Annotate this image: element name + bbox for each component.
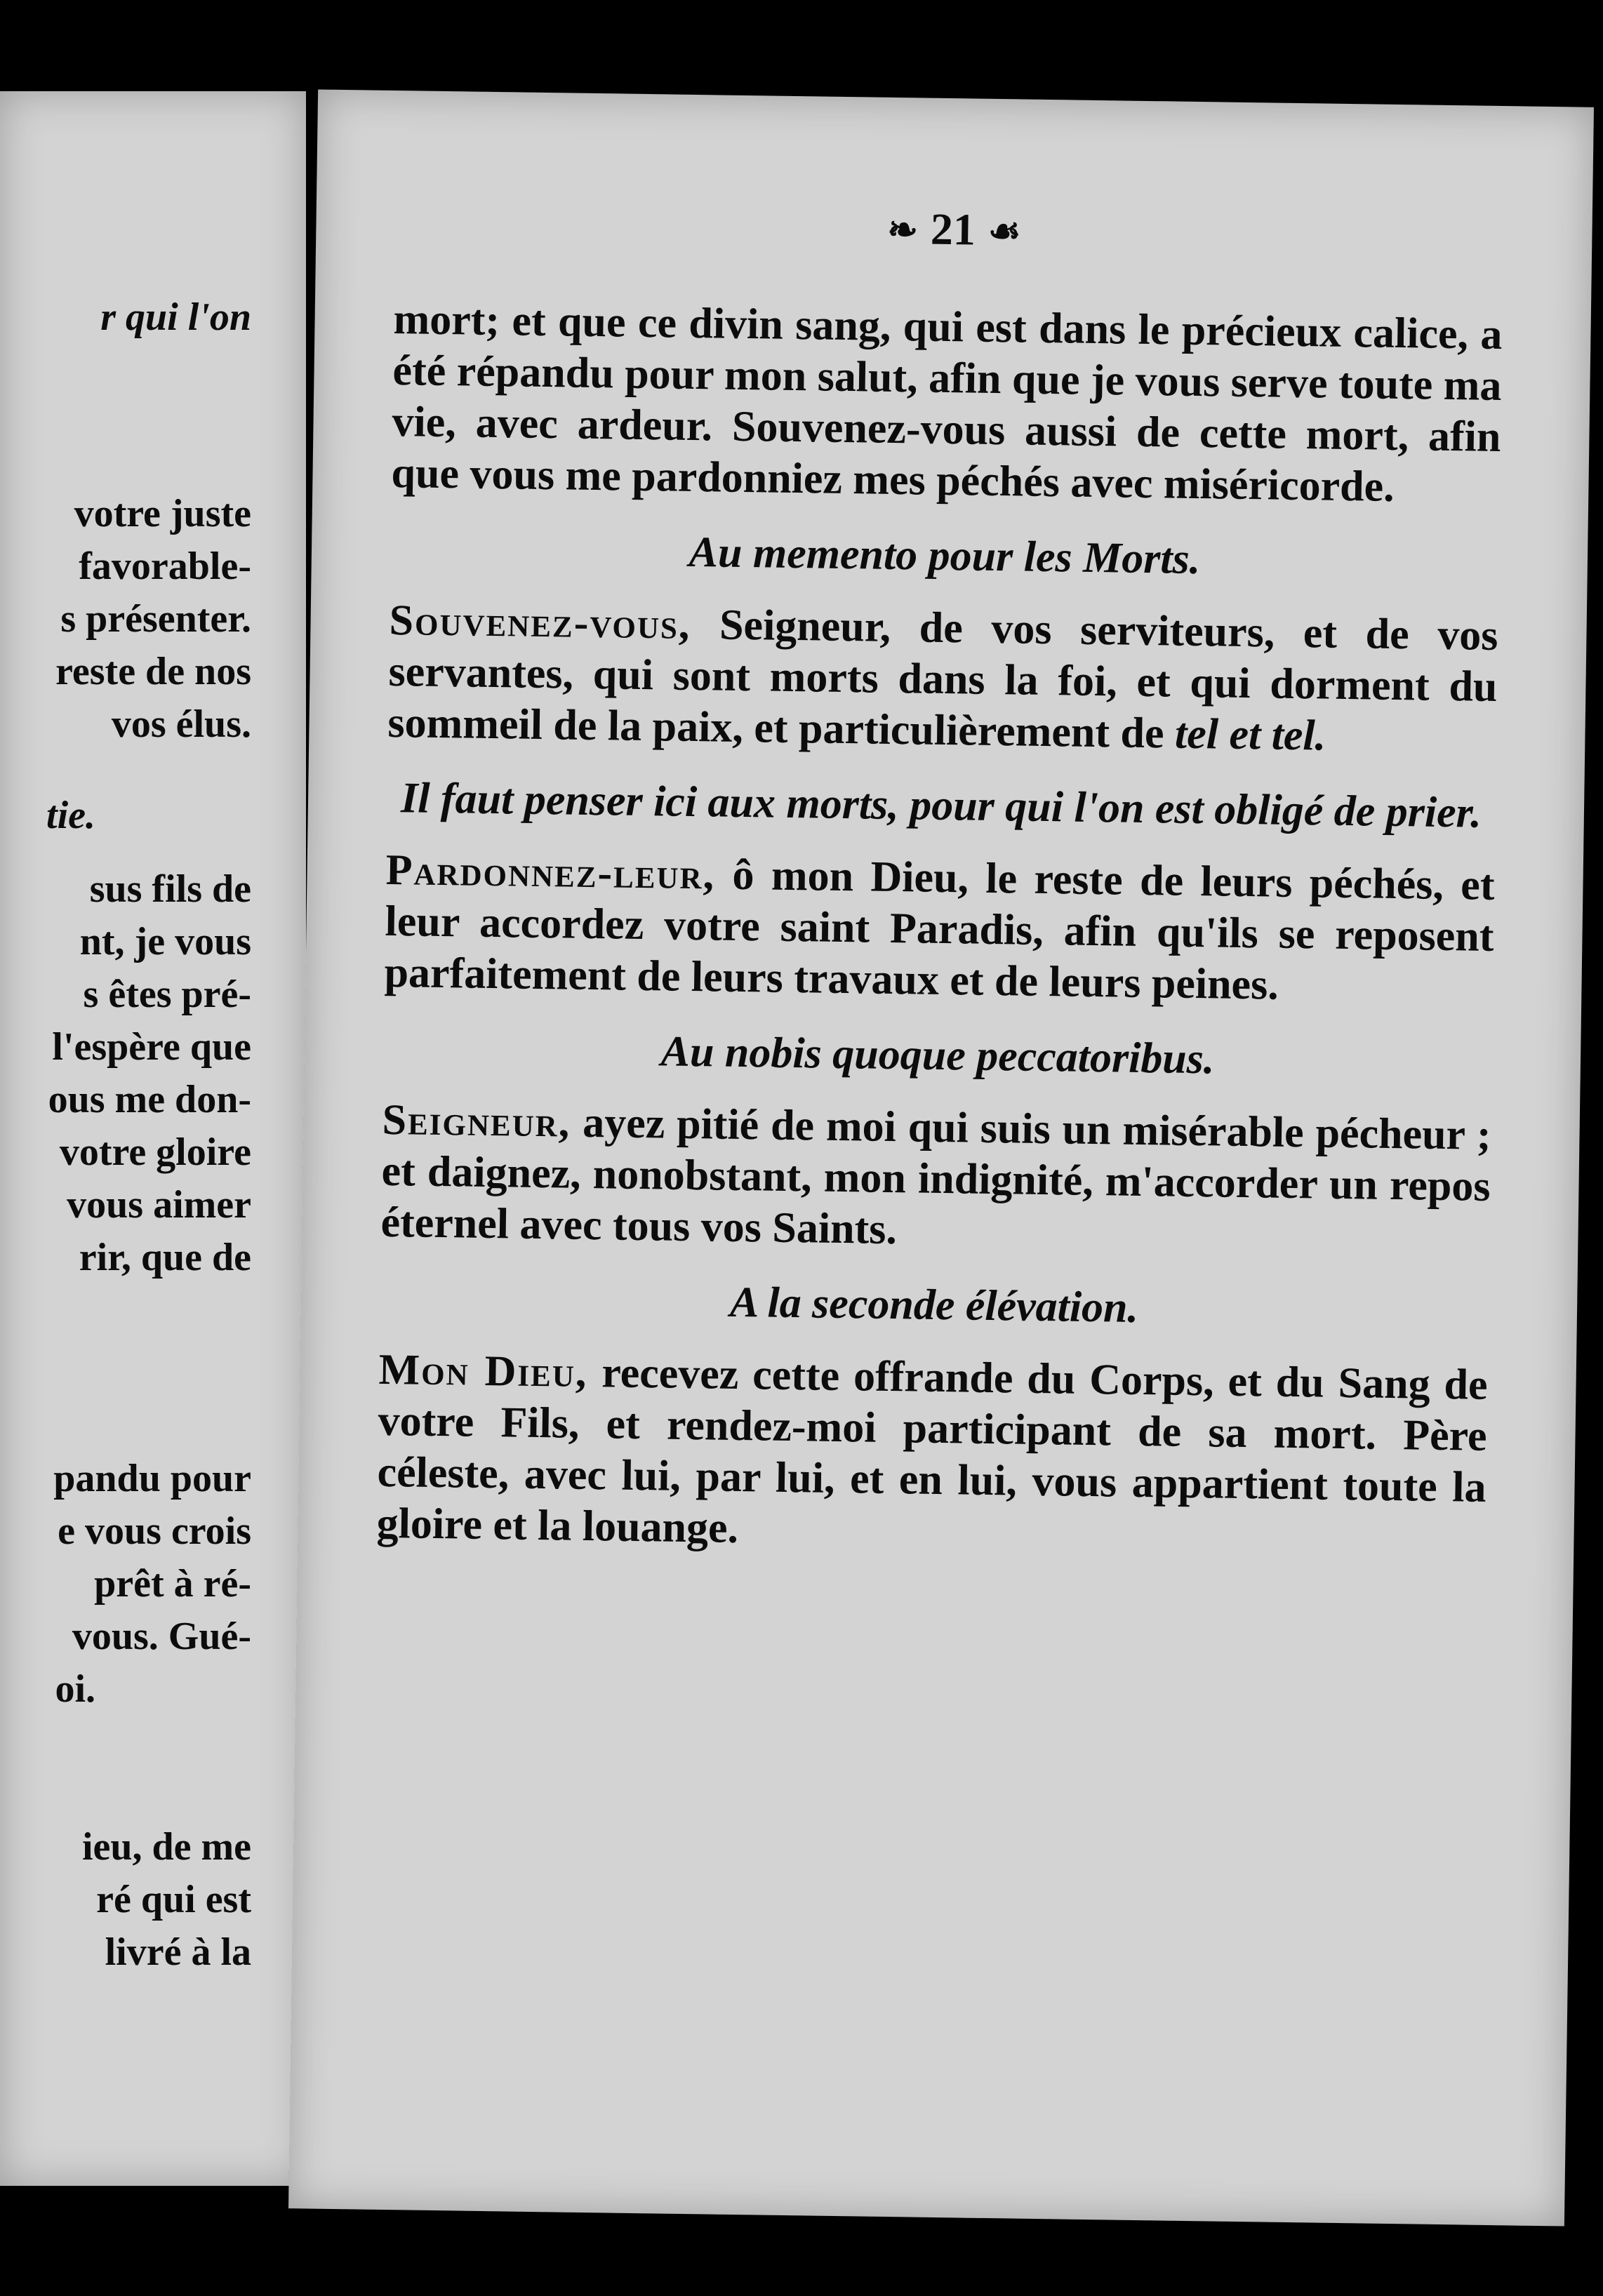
- left-line: reste de nos: [55, 650, 251, 693]
- left-line: s présenter.: [60, 597, 251, 641]
- paragraph-text: ô mon Dieu, le reste de leurs péchés, et leur accordez votre saint Paradis, afin qu'ils se reposent parfaitement de leurs travaux et de leurs peines.: [384, 850, 1495, 1009]
- left-line: vous. Gué-: [72, 1615, 251, 1658]
- paragraph: mort; et que ce divin sang, qui est dans le précieux calice, a été répandu pour mon salut, afin que je vous serve toute ma vie, avec ardeur. Souvenez-vous aussi de cette mort, afin que vous me pardonniez mes péchés avec miséricorde.: [391, 295, 1503, 511]
- page-number: 21: [930, 203, 976, 255]
- left-line: nt, je vous: [79, 920, 251, 963]
- left-line: livré à la: [105, 1930, 251, 1974]
- left-line: s êtes pré-: [83, 973, 251, 1016]
- left-line: tie.: [46, 794, 95, 837]
- left-line: e vous crois: [58, 1509, 251, 1553]
- paragraph: [387, 595, 1498, 764]
- section-heading: A la seconde élévation.: [729, 1278, 1139, 1332]
- paragraph-text: ayez pitié de moi qui suis un misérable pécheur ; et daignez, nonobstant, mon indignité, m'accorder un repos éternel avec tous vos Saints.: [380, 1098, 1491, 1254]
- ornament-right-icon: ☙: [987, 211, 1021, 253]
- left-line: r qui l'on: [100, 295, 251, 339]
- lead-word: Mon Dieu,: [378, 1345, 588, 1396]
- paragraph: [380, 1095, 1491, 1264]
- left-line: l'espère que: [52, 1025, 251, 1069]
- paragraph-text: Seigneur, de vos serviteurs, et de vos servantes, qui sont morts dans la foi, et qui dorment du sommeil de la paix, et particulièrement de: [387, 600, 1498, 758]
- left-line: ré qui est: [96, 1878, 251, 1921]
- section-heading: Au nobis quoque peccatoribus.: [660, 1027, 1215, 1083]
- left-line: vous aimer: [67, 1183, 251, 1227]
- paragraph-text: recevez cette offrande du Corps, et du Sang de votre Fils, et rendez-moi participant de sa mort. Père céleste, avec lui, par lui, et en lui, vous appartient toute la gloire et la louange.: [376, 1349, 1489, 1553]
- left-line: oi.: [55, 1667, 95, 1711]
- section-heading: Il faut penser ici aux morts, pour qui l'on est obligé de prier.: [400, 774, 1482, 837]
- paragraph: [384, 845, 1495, 1014]
- lead-word: Seigneur,: [382, 1095, 571, 1147]
- page-header: [316, 194, 1592, 264]
- left-line: votre juste: [74, 492, 251, 535]
- section-heading: Au memento pour les Morts.: [689, 528, 1201, 584]
- left-line: votre gloire: [59, 1130, 251, 1174]
- italic-text: tel et tel.: [1174, 709, 1326, 760]
- left-line: vos élus.: [111, 702, 251, 746]
- left-line: sus fils de: [89, 867, 251, 911]
- left-line: favorable-: [79, 545, 251, 588]
- lead-word: Pardonnez-leur,: [385, 846, 716, 899]
- right-page: [288, 89, 1594, 2226]
- left-line: ous me don-: [48, 1078, 251, 1121]
- left-line: ieu, de me: [81, 1825, 251, 1869]
- lead-word: Souvenez-vous,: [389, 596, 691, 648]
- page-body: [376, 294, 1503, 1584]
- left-line: rir, que de: [79, 1236, 251, 1279]
- left-line: prêt à ré-: [94, 1562, 251, 1606]
- left-page: [0, 91, 306, 2186]
- ornament-left-icon: ❧: [886, 210, 919, 251]
- paragraph: [376, 1344, 1488, 1565]
- left-line: pandu pour: [53, 1457, 251, 1500]
